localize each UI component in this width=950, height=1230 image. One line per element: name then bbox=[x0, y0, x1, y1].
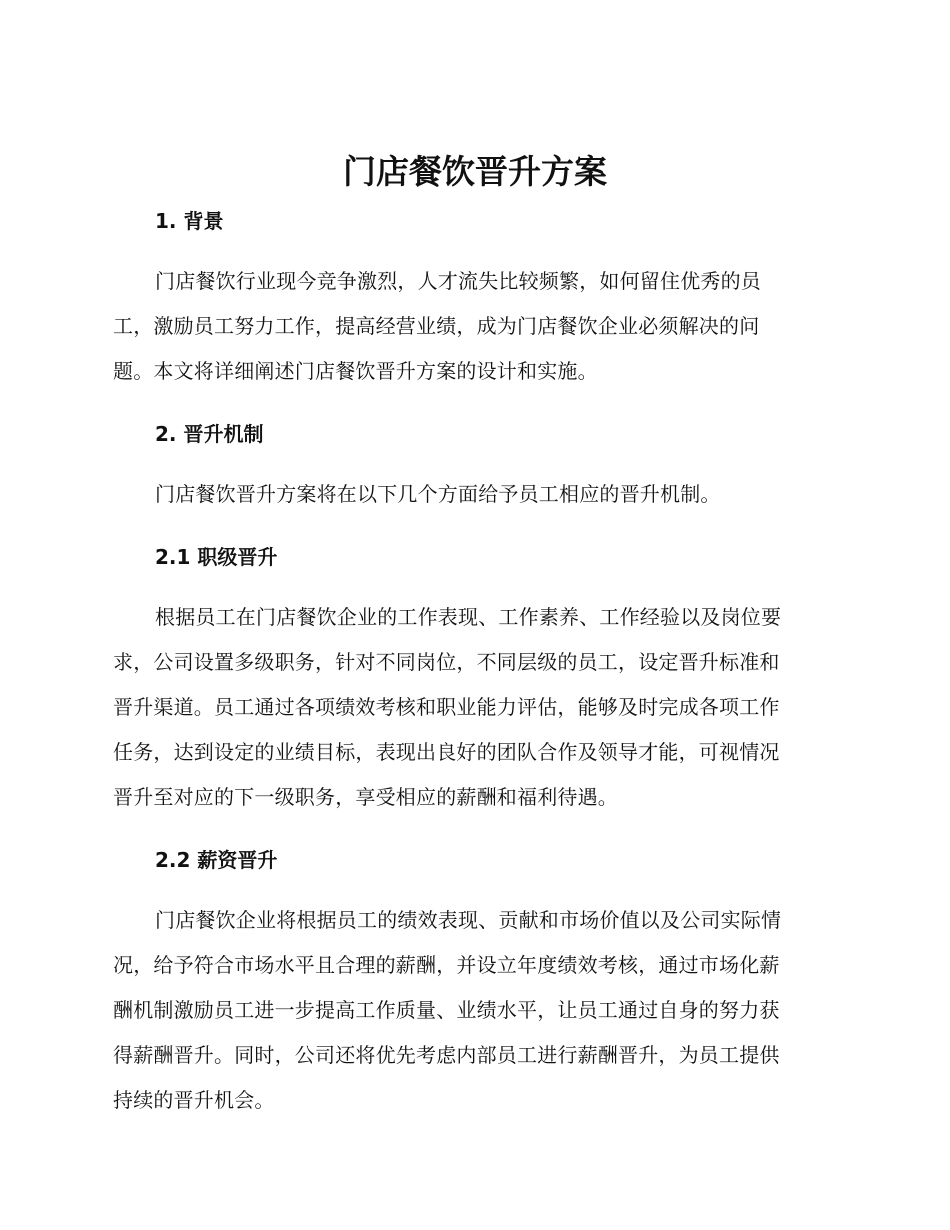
section-paragraph-salary-promotion: 门店餐饮企业将根据员工的绩效表现、贡献和市场价值以及公司实际情 况，给予符合市场水平且合理的薪酬，并设立年度绩效考核，通过市场化薪 酬机制激励员工进一步提高工作质量、业绩水平，让员工通过自身的努力获 得薪酬晋升。同时，公司还将优先考虑内部员工进行薪酬晋升，为员工提供 持续的晋升机会。 bbox=[113, 908, 782, 1112]
section-paragraph-rank-promotion: 根据员工在门店餐饮企业的工作表现、工作素养、工作经验以及岗位要 求，公司设置多级职务，针对不同岗位，不同层级的员工，设定晋升标准和 晋升渠道。员工通过各项绩效考核和职业能力评估，能够及时完成各项工作 任务，达到设定的业绩目标，表现出良好的团队合作及领导才能，可视情况 晋升至对应的下一级职务，享受相应的薪酬和福利待遇。 bbox=[113, 605, 782, 809]
section-heading-promotion-mechanism: 2. 晋升机制 bbox=[155, 422, 264, 446]
document-body bbox=[113, 201, 833, 1123]
section-paragraph-background: 门店餐饮行业现今竞争激烈，人才流失比较频繁，如何留住优秀的员 工，激励员工努力工作，提高经营业绩，成为门店餐饮企业必须解决的问 题。本文将详细阐述门店餐饮晋升方案的设计和实施。 bbox=[113, 269, 761, 383]
section-paragraph-promotion-mechanism: 门店餐饮晋升方案将在以下几个方面给予员工相应的晋升机制。 bbox=[155, 482, 721, 506]
document-title: 门店餐饮晋升方案 bbox=[343, 152, 607, 191]
section-heading-rank-promotion: 2.1 职级晋升 bbox=[155, 545, 278, 569]
section-heading-salary-promotion: 2.2 薪资晋升 bbox=[155, 848, 278, 872]
section-heading-background: 1. 背景 bbox=[155, 209, 224, 233]
